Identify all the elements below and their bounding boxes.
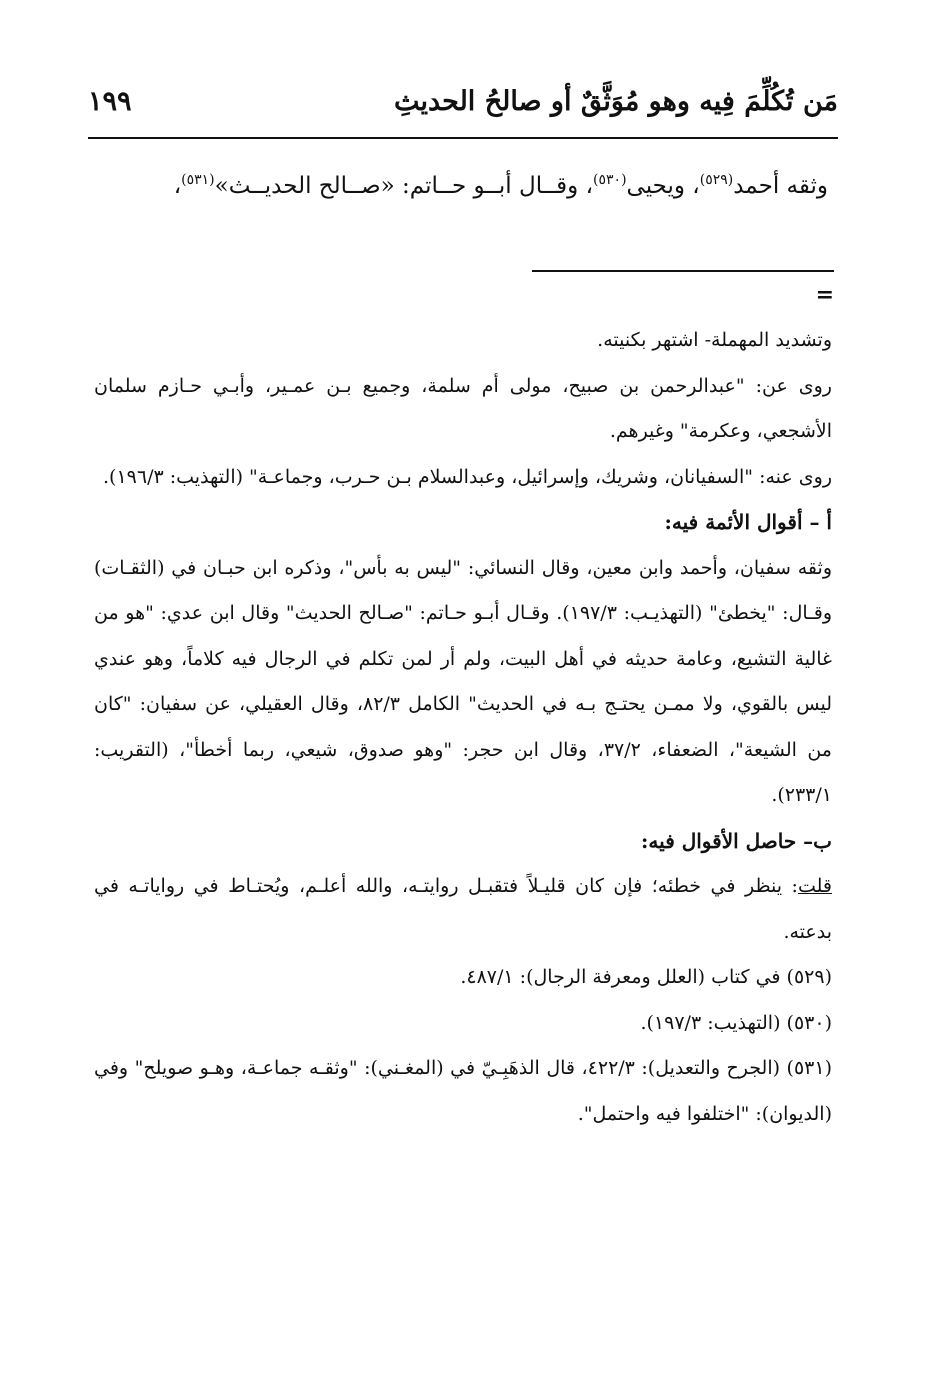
page-header (88, 82, 838, 132)
footnote-529: (٥٢٩) في كتاب (العلل ومعرفة الرجال): ٤٨٧/١. (460, 966, 832, 988)
conclusion-text: : ينظر في خطئه؛ فإن كان قليـلاً فتقبـل روايتـه، والله أعلـم، ويُحتـاط في رواياتـه في بدعته. (94, 875, 832, 943)
main-text-segment: ، ويحيى (626, 173, 700, 199)
footnote-531: (٥٣١) (الجرح والتعديل): ٤٢٢/٣، قال الذهَبِـيّ في (المغـني): "وثقـه جماعـة، وهـو صويلح" وفي (الديوان): "اختلفوا فيه واحتمل". (94, 1057, 832, 1125)
main-text-segment: ، (173, 173, 182, 199)
footnote-paragraph: روى عن: "عبدالرحمن بن صبيح، مولى أم سلمة، وجميع بـن عمـير، وأبـي حـازم سلمان الأشجعي، وعكرمة" وغيرهم. (94, 374, 832, 442)
footnote-ref-531: (٥٣١) (181, 172, 215, 188)
running-title: مَن تُكُلِّمَ فِيه وهو مُوَثَّقٌ أو صالحُ الحديثِ (393, 86, 838, 117)
main-text-line (96, 160, 828, 212)
footnote-separator (532, 270, 834, 272)
footnotes-section (94, 318, 832, 1137)
footnote-paragraph: روى عنه: "السفيانان، وشريك، وإسرائيل، وعبدالسلام بـن حـرب، وجماعـة" (التهذيب: ١٩٦/٣). (103, 465, 832, 488)
conclusion-paragraph (94, 864, 832, 955)
footnote-530: (٥٣٠) (التهذيب: ١٩٧/٣). (640, 1011, 832, 1034)
continued-footnote-mark: = (815, 282, 834, 308)
header-rule (88, 137, 838, 139)
footnote-ref-530: (٥٣٠) (593, 172, 627, 188)
page-number: ١٩٩ (88, 86, 132, 117)
footnote-paragraph: وتشديد المهملة- اشتهر بكنيته. (597, 329, 832, 351)
main-text-segment: وثقه أحمد (733, 173, 828, 199)
section-heading-b: ب– حاصل الأقوال فيه: (641, 828, 832, 853)
footnote-paragraph: وثقه سفيان، وأحمد وابن معين، وقال النسائي: "ليس به بأس"، وذكره ابن حبـان في (الثقـات) وقـال: "يخطئ" (التهذيـب: ١٩٧/٣). وقـال أبـو حـاتم: "صـالح الحديث" وقال ابن عدي: "هو من غالية التشيع، وعامة حديثه في أهل البيت، ولم أر لمن تكلم في الرجال فيه كلاماً، وهو عندي ليس بالقوي، ولا ممـن يحتـج بـه في الحديث" الكامل ٨٢/٣، وقال العقيلي، عن سفيان: "كان من الشيعة"، الضعفاء، ٣٧/٢، وقال ابن حجر: "وهو صدوق، شيعي، ربما أخطأ"، (التقريب: ٢٣٣/١). (94, 556, 833, 806)
conclusion-lead: قلت (797, 875, 832, 897)
main-text-segment: ، وقــال أبــو حــاتم: «صــالح الحديــث» (214, 173, 594, 199)
section-heading-a: أ – أقوال الأئمة فيه: (664, 510, 832, 534)
footnote-ref-529: (٥٢٩) (699, 172, 734, 188)
